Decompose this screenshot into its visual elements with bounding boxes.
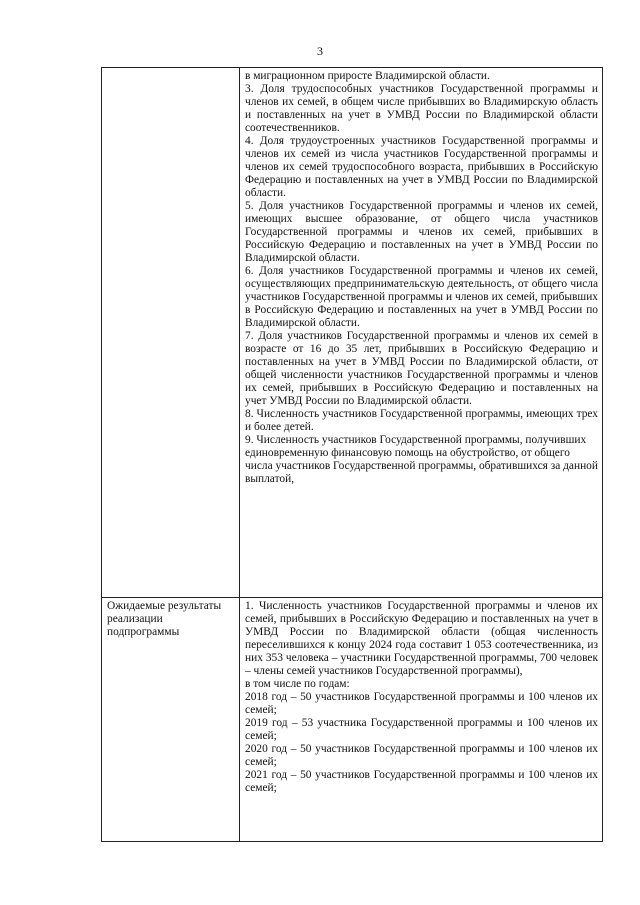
row-content	[240, 68, 603, 598]
result-item: 1. Численность участников Государственной программы и членов их семей, прибывших в Российскую Федерацию и поставленных на учет в УМВД России по Владимирской области (общая численность переселившихся к концу 2024 года составит 1 053 соотечественника, из них 353 человека – участники Государственной программы, 700 человек – члены семей участников Государственной программы),	[245, 600, 598, 677]
page-number: 3	[317, 44, 323, 58]
result-item: в том числе по годам:	[245, 678, 350, 690]
subprogram-passport-table	[101, 67, 603, 842]
indicator-item: 7. Доля участников Государственной программы и членов их семей в возрасте от 16 до 35 лет, прибывших в Российскую Федерацию и поставленных на учет в УМВД России по Владимирской области, от общей численности участников Государственной программы и членов их семей, прибывших в Российскую Федерацию и поставленных на учет УМВД России по Владимирской области.	[245, 330, 598, 407]
indicator-item: 6. Доля участников Государственной программы и членов их семей, осуществляющих предпринимательскую деятельность, от общего числа участников Государственной программы и членов их семей, прибывших в Российскую Федерацию и поставленных на учет в УМВД России по Владимирской области.	[245, 265, 598, 329]
result-item: 2021 год – 50 участников Государственной программы и 100 членов их семей;	[245, 769, 598, 794]
result-item: 2019 год – 53 участника Государственной программы и 100 членов их семей;	[245, 717, 598, 742]
indicator-item: 5. Доля участников Государственной программы и членов их семей, имеющих высшее образование, от общего числа участников Государственной программы и членов их семей, прибывших в Российскую Федерацию и поставленных на учет в УМВД России по Владимирской области.	[245, 200, 598, 264]
table-row	[102, 598, 603, 842]
result-item: 2018 год – 50 участников Государственной программы и 100 членов их семей;	[245, 691, 598, 716]
indicator-item: 8. Численность участников Государственной программы, имеющих трех и более детей.	[245, 408, 598, 433]
row-label	[102, 68, 240, 598]
table-row	[102, 68, 603, 598]
indicator-item: 4. Доля трудоустроенных участников Государственной программы и членов их семей из числа участников Государственной программы и членов их семей трудоспособного возраста, прибывших в Российскую Федерацию и поставленных на учет в УМВД России по Владимирской области.	[245, 135, 598, 199]
indicator-item: в миграционном приросте Владимирской области.	[245, 70, 490, 82]
result-item: 2020 год – 50 участников Государственной программы и 100 членов их семей;	[245, 743, 598, 768]
indicator-item: 9. Численность участников Государственной программы, получивших единовременную финансовую помощь на обустройство, от общего числа участников Государственной программы, обратившихся за данной выплатой,	[245, 434, 598, 485]
indicator-item: 3. Доля трудоспособных участников Государственной программы и членов их семей, в общем числе прибывших во Владимирскую область и поставленных на учет в УМВД России по Владимирской области соотечественников.	[245, 83, 598, 134]
row-content	[240, 598, 603, 842]
row-label: Ожидаемые результаты реализации подпрограммы	[102, 598, 240, 842]
